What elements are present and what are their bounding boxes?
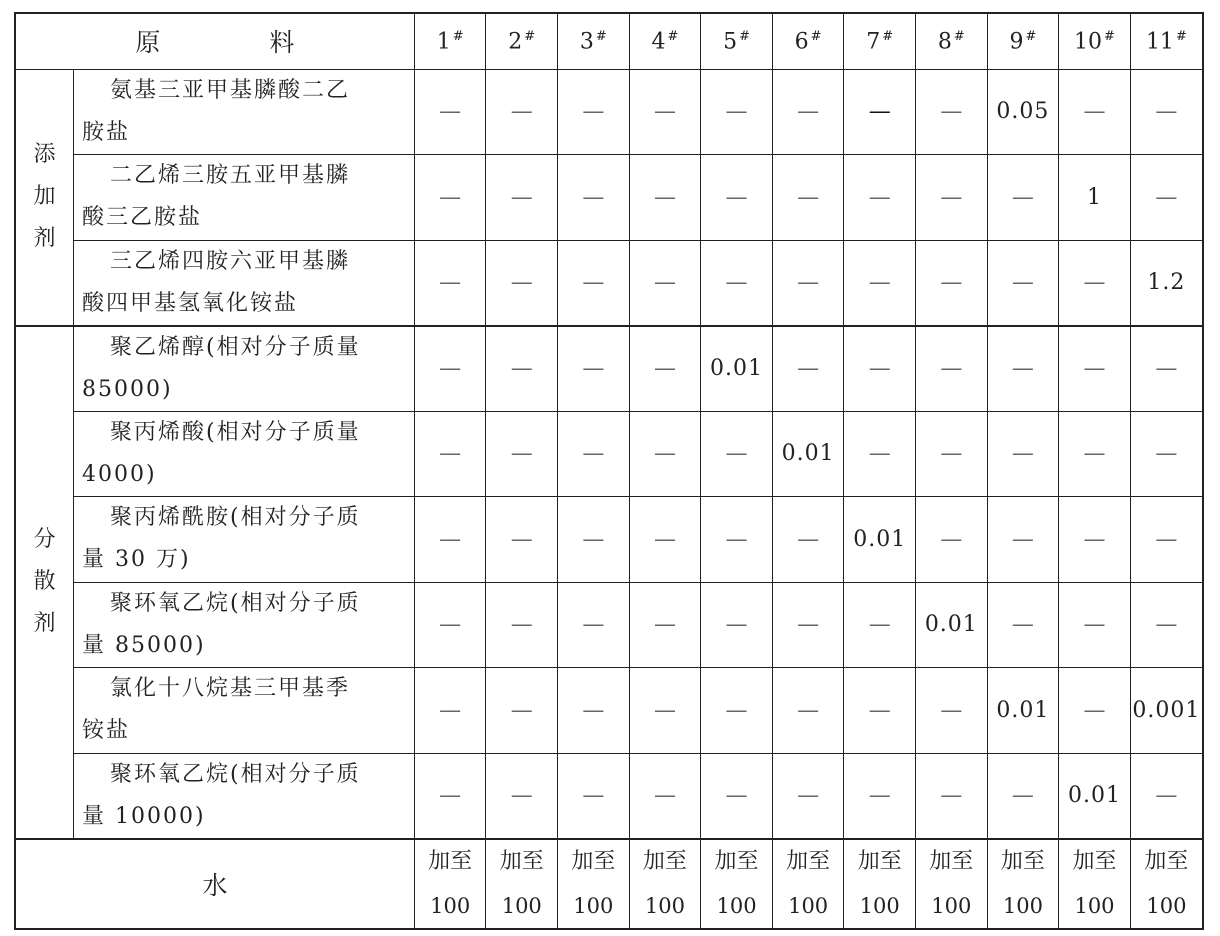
value-cell: — (1130, 155, 1203, 241)
material-name-line2: 量 30 万) (81, 547, 191, 573)
material-name-line1: 聚环氧乙烷(相对分子质 (109, 761, 361, 787)
water-label: 水 (15, 839, 414, 929)
value-cell: — (772, 69, 844, 155)
table-row (15, 69, 1203, 155)
column-number: 11 (1145, 28, 1174, 54)
value-cell: — (414, 411, 486, 497)
value-cell: — (629, 326, 701, 412)
value-cell: — (916, 497, 988, 583)
value-cell: — (1059, 668, 1131, 754)
material-name-cell (73, 240, 414, 326)
table-row (15, 240, 1203, 326)
column-sharp: # (667, 28, 679, 44)
water-value-cell (916, 839, 988, 929)
value-cell: — (987, 753, 1059, 839)
material-name-line2: 4000) (81, 461, 157, 487)
column-sharp: # (1175, 28, 1187, 44)
value-cell: — (414, 668, 486, 754)
header-material-label: 原 料 (135, 28, 337, 58)
material-name-line1: 聚乙烯醇(相对分子质量 (109, 334, 361, 360)
value-cell: — (916, 240, 988, 326)
material-name-cell (73, 497, 414, 583)
water-value-line2: 100 (573, 893, 614, 918)
value-cell: — (844, 411, 916, 497)
value-cell: 1 (1059, 155, 1131, 241)
table-row (15, 582, 1203, 668)
value-cell: — (486, 497, 558, 583)
header-column-11 (1130, 13, 1203, 69)
value-cell: — (629, 668, 701, 754)
value-cell: 0.01 (987, 668, 1059, 754)
value-cell: 0.01 (844, 497, 916, 583)
value-cell: — (844, 155, 916, 241)
material-name-line2: 铵盐 (81, 718, 130, 744)
value-cell: — (414, 69, 486, 155)
column-number: 7 (866, 28, 881, 54)
value-cell: — (486, 753, 558, 839)
group-label-cell: 添 加 剂 (15, 69, 73, 326)
value-cell: — (629, 582, 701, 668)
water-value-line2: 100 (1146, 893, 1187, 918)
value-cell: — (844, 69, 916, 155)
value-cell: — (844, 668, 916, 754)
material-name-line1: 二乙烯三胺五亚甲基膦 (109, 163, 350, 189)
water-value-line2: 100 (931, 893, 972, 918)
value-cell: — (772, 497, 844, 583)
value-cell: — (987, 155, 1059, 241)
water-value-line2: 100 (1074, 893, 1115, 918)
value-cell: — (558, 240, 630, 326)
value-cell: — (414, 497, 486, 583)
value-cell: — (629, 69, 701, 155)
material-name-cell (73, 753, 414, 839)
material-name-line2: 量 85000) (81, 632, 206, 658)
header-row (15, 13, 1203, 69)
column-number: 1 (436, 28, 451, 54)
group-label-cell: 分 散 剂 (15, 326, 73, 839)
value-cell: 0.01 (701, 326, 773, 412)
header-column-7 (844, 13, 916, 69)
value-cell: — (486, 69, 558, 155)
column-number: 8 (937, 28, 952, 54)
value-cell: — (486, 326, 558, 412)
column-sharp: # (595, 28, 607, 44)
table-row (15, 668, 1203, 754)
water-value-line2: 100 (788, 893, 829, 918)
column-sharp: # (739, 28, 750, 44)
water-value-cell (987, 839, 1059, 929)
water-value-line1: 加至 (929, 848, 974, 874)
column-number: 10 (1074, 28, 1103, 54)
water-value-cell (1130, 839, 1203, 929)
material-name-line2: 酸三乙胺盐 (81, 205, 202, 231)
water-value-line1: 加至 (428, 848, 473, 874)
header-column-10 (1059, 13, 1131, 69)
value-cell: — (1130, 326, 1203, 412)
water-row (15, 839, 1203, 929)
value-cell: — (558, 411, 630, 497)
value-cell: — (558, 753, 630, 839)
material-name-line2: 85000) (81, 376, 173, 402)
material-name-cell (73, 326, 414, 412)
value-cell: — (414, 582, 486, 668)
value-cell: — (558, 326, 630, 412)
column-sharp: # (882, 28, 894, 44)
material-name-cell (73, 155, 414, 241)
material-name-line1: 聚环氧乙烷(相对分子质 (109, 590, 361, 616)
value-cell: — (558, 668, 630, 754)
value-cell: — (486, 411, 558, 497)
column-number: 6 (794, 28, 809, 54)
value-cell: — (987, 582, 1059, 668)
material-name-cell (73, 582, 414, 668)
water-value-line1: 加至 (571, 848, 616, 874)
value-cell: — (844, 582, 916, 668)
value-cell: — (558, 582, 630, 668)
value-cell: — (486, 582, 558, 668)
value-cell: 0.01 (1059, 753, 1131, 839)
water-value-cell (414, 839, 486, 929)
value-cell: — (1130, 69, 1203, 155)
value-cell: — (558, 497, 630, 583)
material-name-line1: 聚丙烯酸(相对分子质量 (109, 419, 361, 445)
value-cell: — (916, 411, 988, 497)
value-cell: — (987, 326, 1059, 412)
header-column-8 (916, 13, 988, 69)
value-cell: — (629, 240, 701, 326)
value-cell: — (414, 240, 486, 326)
column-number: 2 (508, 28, 523, 54)
column-sharp: # (810, 28, 822, 44)
water-value-cell (772, 839, 844, 929)
value-cell: — (701, 753, 773, 839)
value-cell: — (1130, 582, 1203, 668)
material-name-line1: 氯化十八烷基三甲基季 (109, 676, 350, 702)
column-sharp: # (524, 28, 536, 44)
formulation-table (14, 12, 1204, 930)
water-value-cell (558, 839, 630, 929)
value-cell: — (629, 155, 701, 241)
value-cell: — (1059, 240, 1131, 326)
value-cell: — (844, 753, 916, 839)
water-value-line2: 100 (430, 893, 471, 918)
value-cell: — (1059, 582, 1131, 668)
water-value-line2: 100 (1002, 893, 1043, 918)
value-cell: — (629, 753, 701, 839)
column-sharp: # (452, 28, 464, 44)
value-cell: — (844, 326, 916, 412)
water-value-line1: 加至 (1000, 848, 1045, 874)
value-cell: — (1059, 69, 1131, 155)
water-value-cell (844, 839, 916, 929)
value-cell: — (629, 411, 701, 497)
table-row (15, 411, 1203, 497)
value-cell: — (772, 326, 844, 412)
column-sharp: # (953, 28, 965, 44)
material-name-line2: 胺盐 (81, 119, 130, 145)
value-cell: 0.001 (1130, 668, 1203, 754)
material-name-cell (73, 668, 414, 754)
value-cell: 1.2 (1130, 240, 1203, 326)
column-sharp: # (1104, 28, 1115, 44)
value-cell: — (486, 155, 558, 241)
value-cell: — (414, 753, 486, 839)
header-column-1 (414, 13, 486, 69)
value-cell: — (486, 240, 558, 326)
value-cell: 0.01 (772, 411, 844, 497)
value-cell: — (987, 411, 1059, 497)
value-cell: — (772, 753, 844, 839)
value-cell: — (772, 582, 844, 668)
value-cell: — (701, 155, 773, 241)
value-cell: — (558, 69, 630, 155)
value-cell: — (1130, 411, 1203, 497)
material-name-line1: 氨基三亚甲基膦酸二乙 (109, 77, 350, 103)
header-column-4 (629, 13, 701, 69)
header-column-5 (701, 13, 773, 69)
value-cell: — (701, 240, 773, 326)
water-value-line2: 100 (859, 893, 900, 918)
header-column-9 (987, 13, 1059, 69)
value-cell: — (916, 155, 988, 241)
column-number: 4 (651, 28, 666, 54)
water-value-cell (701, 839, 773, 929)
table-row (15, 155, 1203, 241)
value-cell: — (414, 155, 486, 241)
value-cell: — (1130, 497, 1203, 583)
value-cell: 0.05 (987, 69, 1059, 155)
value-cell: — (916, 668, 988, 754)
value-cell: — (772, 668, 844, 754)
value-cell: — (701, 582, 773, 668)
column-number: 5 (723, 28, 738, 54)
column-sharp: # (1025, 28, 1037, 44)
value-cell: — (414, 326, 486, 412)
value-cell: — (772, 155, 844, 241)
value-cell: — (486, 668, 558, 754)
header-column-2 (486, 13, 558, 69)
table-row (15, 497, 1203, 583)
water-value-line1: 加至 (499, 848, 544, 874)
value-cell: — (1059, 326, 1131, 412)
value-cell: — (701, 497, 773, 583)
water-value-line1: 加至 (642, 848, 687, 874)
table-row (15, 326, 1203, 412)
value-cell: — (558, 155, 630, 241)
value-cell: — (1059, 411, 1131, 497)
table-row (15, 753, 1203, 839)
water-value-cell (629, 839, 701, 929)
material-name-cell (73, 411, 414, 497)
material-name-line1: 三乙烯四胺六亚甲基膦 (109, 248, 350, 274)
water-value-line1: 加至 (714, 848, 759, 874)
material-name-line1: 聚丙烯酰胺(相对分子质 (109, 505, 361, 531)
value-cell: — (1130, 753, 1203, 839)
value-cell: — (629, 497, 701, 583)
value-cell: 0.01 (916, 582, 988, 668)
header-column-3 (558, 13, 630, 69)
water-value-line2: 100 (644, 893, 685, 918)
material-name-cell (73, 69, 414, 155)
value-cell: — (916, 753, 988, 839)
water-value-line1: 加至 (857, 848, 902, 874)
water-value-line2: 100 (501, 893, 542, 918)
water-value-line2: 100 (716, 893, 757, 918)
value-cell: — (987, 240, 1059, 326)
value-cell: — (1059, 497, 1131, 583)
value-cell: — (844, 240, 916, 326)
water-value-cell (1059, 839, 1131, 929)
header-column-6 (772, 13, 844, 69)
value-cell: — (701, 668, 773, 754)
water-value-line1: 加至 (786, 848, 831, 874)
water-value-line1: 加至 (1072, 848, 1117, 874)
column-number: 9 (1009, 28, 1024, 54)
water-value-cell (486, 839, 558, 929)
value-cell: — (772, 240, 844, 326)
column-number: 3 (579, 28, 594, 54)
water-value-line1: 加至 (1144, 848, 1189, 874)
material-name-line2: 量 10000) (81, 803, 206, 829)
value-cell: — (701, 411, 773, 497)
value-cell: — (916, 69, 988, 155)
material-name-line2: 酸四甲基氢氧化铵盐 (81, 290, 298, 316)
value-cell: — (987, 497, 1059, 583)
header-material-cell (15, 13, 414, 69)
value-cell: — (916, 326, 988, 412)
value-cell: — (701, 69, 773, 155)
